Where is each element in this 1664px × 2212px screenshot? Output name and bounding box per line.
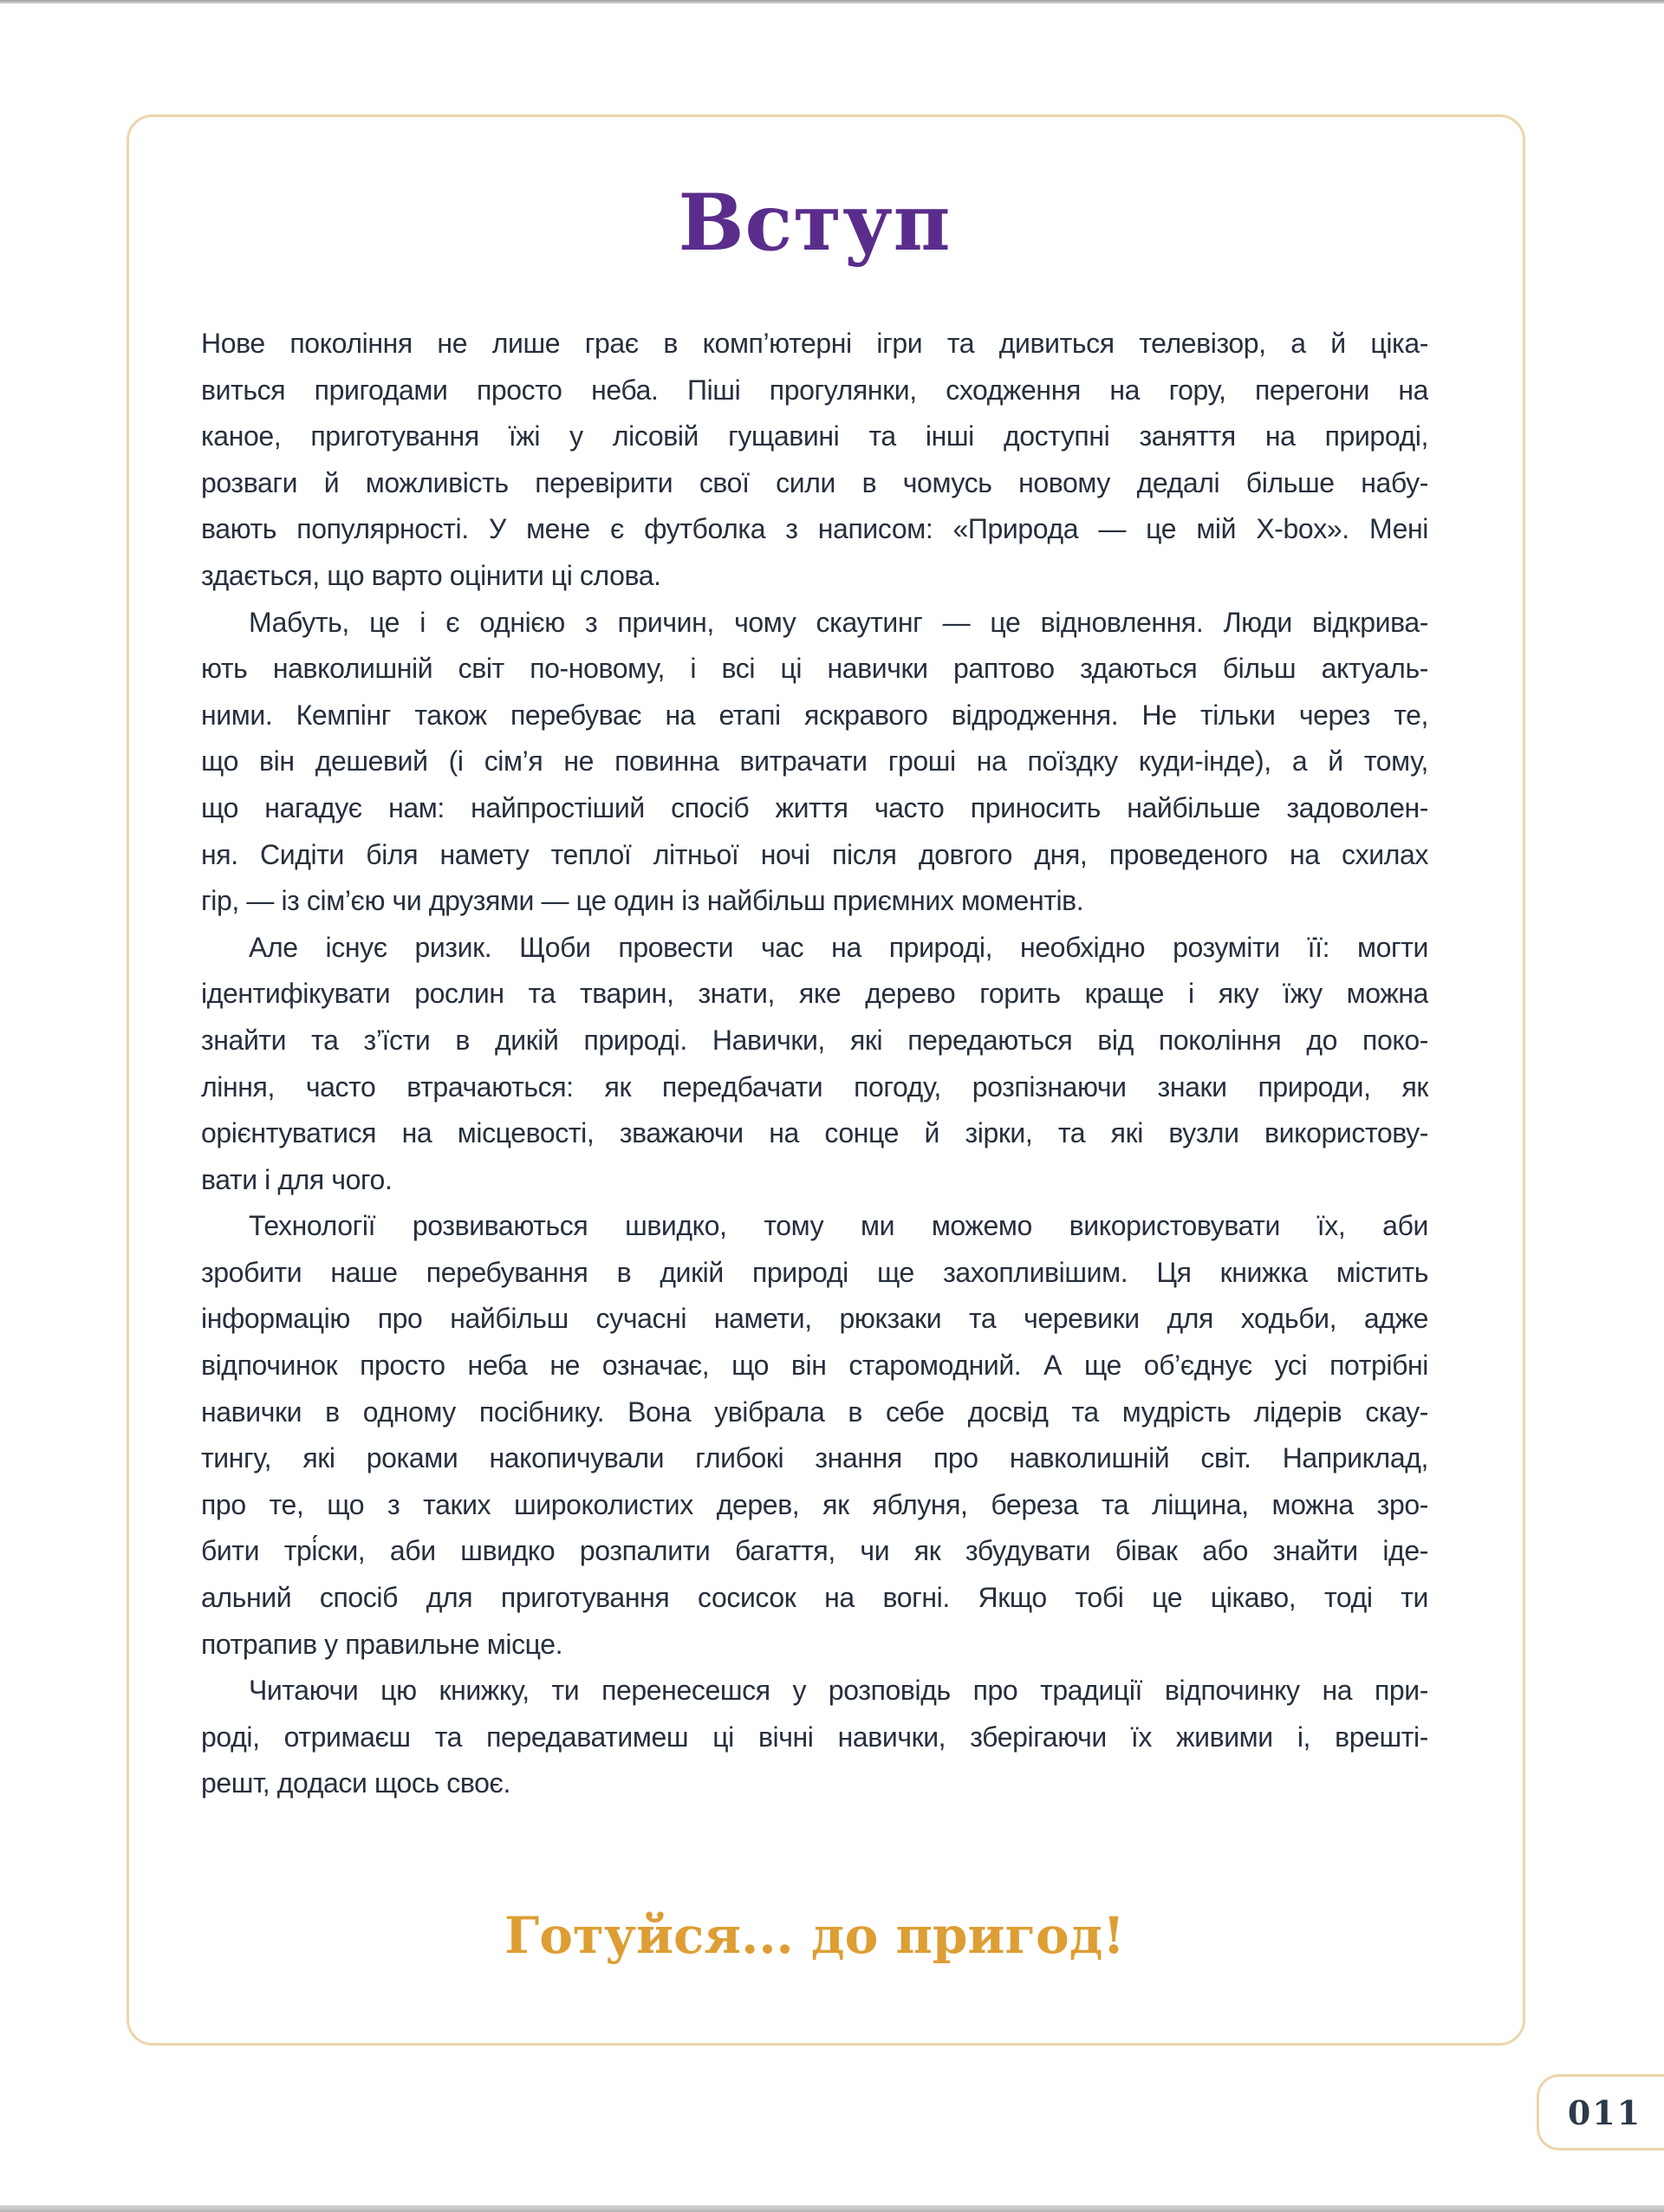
text-line: Мабуть, це і є однією з причин, чому скаутинг — це відновлення. Люди відкрива-: [249, 606, 1428, 638]
text-line: Але існує ризик. Щоби провести час на природі, необхідно розуміти її: могти: [249, 931, 1428, 963]
text-line: знайти та з’їсти в дикій природі. Навички, які передаються від покоління до поко-: [201, 1024, 1428, 1056]
text-line: гір, — із сім’єю чи друзями — це один із найбільш приємних моментів.: [201, 885, 1084, 917]
text-line: що він дешевий (і сім’я не повинна витрачати гроші на поїздку куди-інде), а й тому,: [201, 745, 1428, 777]
text-line: відпочинок просто неба не означає, що він старомодний. А ще об’єднує усі потрібні: [201, 1350, 1428, 1382]
text-line: Читаючи цю книжку, ти перенесешся у розповідь про традиції відпочинку на при-: [249, 1675, 1428, 1707]
text-line: Нове покоління не лише грає в комп’ютерні ігри та дивиться телевізор, а й ціка-: [201, 328, 1428, 359]
text-line: зробити наше перебування в дикій природі ще захопливішим. Ця книжка містить: [201, 1256, 1428, 1288]
page-border-frame: [127, 114, 1525, 2046]
text-line: ідентифікувати рослин та тварин, знати, яке дерево горить краще і яку їжу можна: [201, 978, 1428, 1010]
text-line: про те, що з таких широколистих дерев, як яблуня, береза та ліщина, можна зро-: [201, 1488, 1428, 1520]
text-line: потрапив у правильне місце.: [201, 1628, 563, 1660]
text-line: що нагадує нам: найпростіший спосіб життя часто приносить найбільше задоволен-: [201, 791, 1428, 823]
text-line: розваги й можливість перевірити свої сили в чомусь новому дедалі більше набу-: [201, 466, 1428, 498]
page-number: 011: [1567, 2092, 1642, 2132]
text-line: орієнтуватися на місцевості, зважаючи на сонце й зірки, та які вузли використову-: [201, 1117, 1428, 1149]
page-title: Вступ: [678, 177, 952, 269]
text-line: ня. Сидіти біля намету теплої літньої ночі після довгого дня, проведеного на схилах: [201, 838, 1428, 870]
text-line: решт, додаси щось своє.: [201, 1767, 510, 1799]
body-text: [201, 321, 1428, 1807]
text-line: ють навколишній світ по-новому, і всі ці навички раптово здаються більш актуаль-: [201, 653, 1428, 685]
text-line: роді, отримаєш та передаватимеш ці вічні навички, зберігаючи їх живими і, врешті-: [201, 1721, 1428, 1753]
text-line: Технології розвиваються швидко, тому ми можемо використовувати їх, аби: [249, 1210, 1428, 1242]
text-line: навички в одному посібнику. Вона увібрала в себе досвід та мудрість лідерів скау-: [201, 1396, 1428, 1428]
text-line: альний спосіб для приготування сосисок на вогні. Якщо тобі це цікаво, тоді ти: [201, 1582, 1428, 1614]
text-line: вати і для чого.: [201, 1163, 393, 1195]
closing-line: Готуйся... до пригод!: [504, 1906, 1125, 1965]
text-line: інформацію про найбільш сучасні намети, рюкзаки та черевики для ходьби, адже: [201, 1303, 1428, 1335]
text-line: здається, що варто оцінити ці слова.: [201, 559, 661, 591]
screen-top-edge: [0, 0, 1664, 3]
screen-bottom-edge: [0, 2205, 1664, 2212]
text-line: ними. Кемпінг також перебуває на етапі яскравого відродження. Не тільки через те,: [201, 699, 1428, 731]
text-line: ління, часто втрачаються: як передбачати погоду, розпізнаючи знаки природи, як: [201, 1070, 1428, 1103]
text-line: виться пригодами просто неба. Піші прогулянки, сходження на гору, перегони на: [201, 374, 1428, 406]
page-number-badge: [1537, 2074, 1664, 2150]
text-line: каное, приготування їжі у лісовій гущавині та інші доступні заняття на природі,: [201, 420, 1428, 452]
text-line: бити трі́ски, аби швидко розпалити багаття, чи як збудувати бівак або знайти іде-: [201, 1535, 1428, 1567]
text-line: тингу, які роками накопичували глибокі знання про навколишній світ. Наприклад,: [201, 1442, 1428, 1474]
text-line: вають популярності. У мене є футболка з написом: «Природа — це мій X-box». Мені: [201, 513, 1428, 545]
